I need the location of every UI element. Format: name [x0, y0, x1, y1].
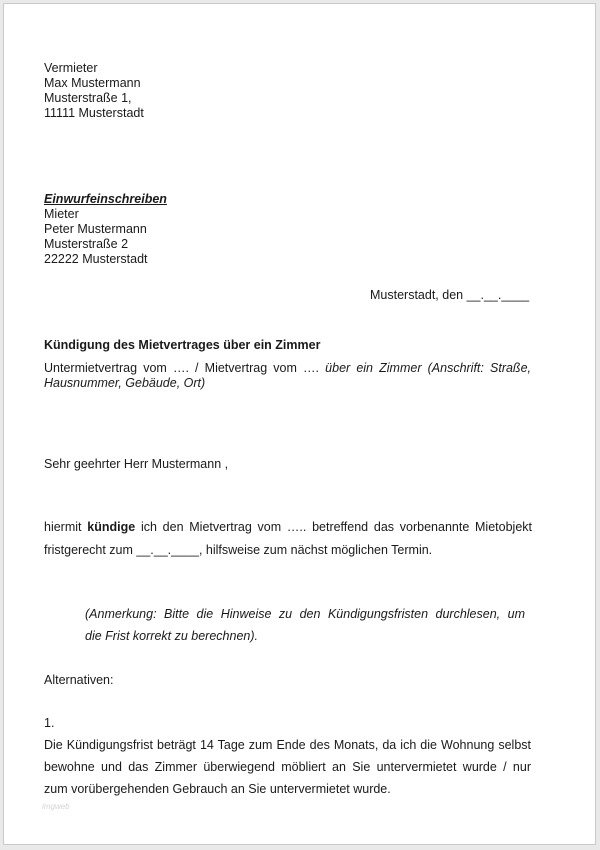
alt1-number: 1. [44, 716, 55, 730]
alternatives-label: Alternativen: [44, 673, 114, 687]
tenant-street: Musterstraße 2 [44, 237, 129, 251]
alt1-line-1: Die Kündigungsfrist beträgt 14 Tage zum Ende des Monats, da ich die Wohnung selbst [44, 738, 531, 752]
body-bold-word: kündige [87, 520, 136, 534]
contract-part-1: Untermietvertrag vom …. / Mietvertrag vom …. [44, 361, 320, 375]
landlord-street: Musterstraße 1, [44, 91, 132, 105]
tenant-city: 22222 Musterstadt [44, 252, 148, 266]
subject-line: Kündigung des Mietvertrages über ein Zimmer [44, 338, 321, 352]
landlord-city: 11111 Musterstadt [44, 106, 144, 120]
date-line: Musterstadt, den __.__.____ [370, 288, 530, 302]
body-line-2: fristgerecht zum __.__.____, hilfsweise zum nächst möglichen Termin. [44, 543, 433, 557]
delivery-method: Einwurfeinschreiben [44, 192, 167, 206]
alt1-line-3: zum vorübergehenden Gebrauch an Sie untervermietet wurde. [44, 782, 391, 796]
body-pre: hiermit [44, 520, 82, 534]
document-page [3, 3, 596, 845]
contract-line-2: Hausnummer, Gebäude, Ort) [44, 376, 206, 390]
note-line-2: die Frist korrekt zu berechnen). [85, 629, 258, 643]
landlord-name: Max Mustermann [44, 76, 141, 90]
body-post: ich den Mietvertrag vom ….. betreffend das vorbenannte Mietobjekt [140, 520, 532, 534]
alt1-line-2: bewohne und das Zimmer überwiegend möbliert an Sie untervermietet wurde / nur [44, 760, 531, 774]
contract-part-2: über ein Zimmer (Anschrift: Straße, [325, 361, 531, 375]
tenant-label: Mieter [44, 207, 79, 221]
contract-line-1 [44, 361, 531, 376]
salutation: Sehr geehrter Herr Mustermann , [44, 457, 229, 471]
note-line-1: (Anmerkung: Bitte die Hinweise zu den Kündigungsfristen durchlesen, um [85, 607, 525, 621]
watermark: imgweb [42, 802, 70, 811]
body-line-1 [44, 520, 532, 535]
landlord-label: Vermieter [44, 61, 98, 75]
tenant-name: Peter Mustermann [44, 222, 147, 236]
